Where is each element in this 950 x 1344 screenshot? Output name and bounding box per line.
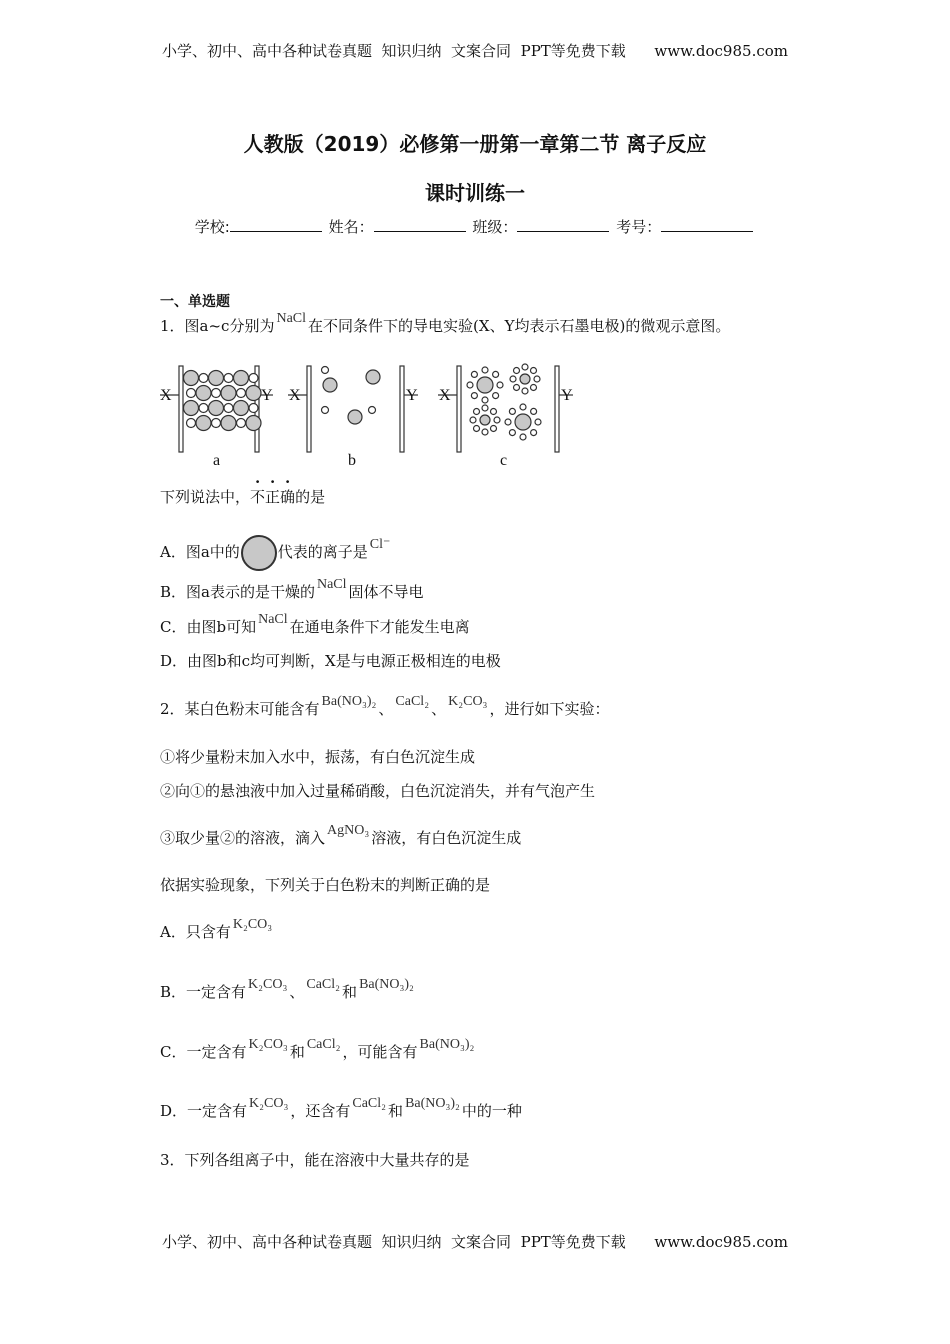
- chloride-ion: [221, 386, 236, 401]
- formula: K₂CO₃: [248, 977, 288, 992]
- text: 固体不导电: [348, 583, 424, 601]
- water-molecule: [520, 404, 526, 410]
- text-line: [160, 651, 501, 671]
- formula: Ba(NO₃)₂: [359, 977, 414, 992]
- emphasis-text: 正: [265, 488, 281, 506]
- chloride-ion: [221, 416, 236, 431]
- text: 和: [342, 983, 358, 1001]
- sodium-ion: [249, 374, 258, 383]
- electrode-y-a: Y: [261, 387, 273, 404]
- water-molecule: [494, 417, 500, 423]
- text: 、: [289, 983, 305, 1001]
- chloride-ion: [196, 386, 211, 401]
- chloride-ion: [196, 416, 211, 431]
- text-line: [160, 1150, 470, 1170]
- text-line: [160, 1037, 476, 1064]
- text-line: [160, 823, 522, 850]
- chloride-ion: [184, 371, 199, 386]
- water-molecule: [482, 429, 488, 435]
- hydrated-ion: [477, 377, 493, 393]
- formula: K₂CO₃: [232, 917, 273, 932]
- sodium-ion: [199, 374, 208, 383]
- water-molecule: [522, 364, 528, 370]
- page-footer: 小学、初中、高中各种试卷真题 知识归纳 文案合同 PPT等免费下载 www.doc985.com: [161, 1233, 788, 1251]
- text-line: [160, 612, 470, 639]
- text: A．只含有: [160, 923, 231, 941]
- water-molecule: [474, 409, 480, 415]
- water-molecule: [530, 368, 536, 374]
- panel-a: [160, 366, 273, 452]
- label-a: a: [213, 452, 221, 469]
- emphasis-text: 不: [250, 488, 266, 506]
- sodium-ion: [187, 389, 196, 398]
- text: 、: [431, 700, 447, 718]
- sodium-ion: [212, 419, 221, 428]
- text-line: [160, 487, 325, 507]
- text: 溶液，有白色沉淀生成: [371, 829, 522, 847]
- sodium-ion: [237, 389, 246, 398]
- text: ③取少量②的溶液，滴入: [160, 829, 326, 847]
- formula: CaCl₂: [352, 1096, 387, 1111]
- text-line: [160, 875, 490, 895]
- text: 在通电条件下才能发生电离: [289, 618, 470, 636]
- water-molecule: [535, 419, 541, 425]
- text: ①将少量粉末加入水中，振荡，有白色沉淀生成: [160, 748, 476, 766]
- text: 3．下列各组离子中，能在溶液中大量共存的是: [160, 1151, 470, 1169]
- text: 和: [289, 1043, 305, 1061]
- formula: Ba(NO₃)₂: [419, 1037, 475, 1052]
- sodium-ion: [224, 404, 233, 413]
- electrode-y-c: Y: [561, 387, 573, 404]
- text: 在不同条件下的导电实验(X、Y均表示石墨电极)的微观示意图。: [308, 317, 731, 335]
- text: A．图a中的: [160, 543, 240, 561]
- text-line: [160, 535, 392, 571]
- hydrated-ion: [515, 414, 531, 430]
- formula: NaCl: [316, 577, 347, 592]
- text: 、: [378, 700, 394, 718]
- text-line: [160, 977, 416, 1004]
- electrode-y-b: Y: [406, 387, 418, 404]
- chloride-ion: [246, 386, 261, 401]
- water-molecule: [474, 425, 480, 431]
- text-line: [160, 694, 610, 721]
- school-label: 学校:: [194, 218, 230, 236]
- text: 下列说法中，: [160, 488, 251, 506]
- sodium-ion: [249, 404, 258, 413]
- formula: K₂CO₃: [248, 1037, 288, 1052]
- panel-c: [438, 364, 573, 452]
- electrode-x-a: X: [160, 387, 172, 404]
- panel-b: [288, 366, 418, 452]
- water-molecule: [522, 388, 528, 394]
- text: 依据实验现象，下列关于白色粉末的判断正确的是: [160, 876, 491, 894]
- class-blank[interactable]: [517, 217, 609, 232]
- water-molecule: [534, 376, 540, 382]
- water-molecule: [520, 434, 526, 440]
- text: 和: [388, 1102, 404, 1120]
- exam-number-blank[interactable]: [661, 217, 753, 232]
- formula: K₂CO₃: [249, 1096, 289, 1111]
- water-molecule: [490, 409, 496, 415]
- water-molecule: [470, 417, 476, 423]
- formula: Ba(NO₃)₂: [321, 694, 377, 709]
- formula: Ba(NO₃)₂: [405, 1096, 460, 1111]
- text: C．一定含有: [160, 1043, 247, 1061]
- water-molecule: [514, 384, 520, 390]
- water-molecule: [505, 419, 511, 425]
- formula: K₂CO₃: [448, 694, 488, 709]
- chloride-ion: [246, 416, 261, 431]
- water-molecule: [509, 408, 515, 414]
- text: ，可能含有: [342, 1043, 418, 1061]
- text-line: [160, 917, 274, 944]
- chloride-ion: [184, 401, 199, 416]
- text: ，进行如下实验：: [489, 700, 610, 718]
- exam-number-label: 考号：: [616, 218, 662, 236]
- formula: Cl⁻: [369, 537, 391, 552]
- text-line: [160, 781, 595, 801]
- water-molecule: [482, 397, 488, 403]
- water-molecule: [493, 393, 499, 399]
- label-b: b: [348, 452, 356, 469]
- chloride-ion: [209, 401, 224, 416]
- sodium-ion: [212, 389, 221, 398]
- name-label: 姓名：: [328, 218, 374, 236]
- water-molecule: [482, 367, 488, 373]
- text: 2．某白色粉末可能含有: [160, 700, 320, 718]
- text: C．由图b可知: [160, 618, 257, 636]
- formula: CaCl₂: [395, 694, 430, 709]
- water-molecule: [509, 430, 515, 436]
- chloride-ion: [234, 371, 249, 386]
- water-molecule: [497, 382, 503, 388]
- text: B．图a表示的是干燥的: [160, 583, 315, 601]
- formula: CaCl₂: [306, 1037, 341, 1052]
- label-c: c: [500, 452, 508, 469]
- text: 中的一种: [461, 1102, 522, 1120]
- class-label: 班级：: [472, 218, 518, 236]
- large-ion-circle-icon: [241, 535, 277, 571]
- text: B．一定含有: [160, 983, 247, 1001]
- water-molecule: [531, 408, 537, 414]
- formula: NaCl: [258, 612, 288, 627]
- water-molecule: [530, 384, 536, 390]
- water-molecule: [471, 393, 477, 399]
- text: 代表的离子是: [277, 543, 368, 561]
- page-header: 小学、初中、高中各种试卷真题 知识归纳 文案合同 PPT等免费下载 www.doc985.com: [161, 42, 788, 60]
- page-subtitle: 课时训练一: [425, 181, 525, 205]
- water-molecule: [531, 430, 537, 436]
- page-title: 人教版（2019）必修第一册第一章第二节 离子反应: [243, 132, 707, 156]
- formula: CaCl₂: [306, 977, 341, 992]
- text-line: [160, 577, 424, 604]
- text: 的是: [295, 488, 326, 506]
- text-line: [160, 1096, 522, 1123]
- sodium-ion: [199, 404, 208, 413]
- formula: NaCl: [276, 311, 307, 326]
- text: 1．图a~c分别为: [160, 317, 275, 335]
- text-line: [160, 747, 475, 767]
- text: ②向①的悬浊液中加入过量稀硝酸，白色沉淀消失，并有气泡产生: [160, 782, 596, 800]
- text: D．由图b和c均可判断，X是与电源正极相连的电极: [160, 652, 501, 670]
- text: D．一定含有: [160, 1102, 248, 1120]
- emphasis-text: 确: [280, 488, 296, 506]
- water-molecule: [471, 371, 477, 377]
- chloride-ion: [234, 401, 249, 416]
- electrode-x-c: X: [439, 387, 451, 404]
- student-info-fields: [0, 216, 950, 237]
- school-blank[interactable]: [230, 217, 322, 232]
- water-molecule: [493, 371, 499, 377]
- water-molecule: [490, 425, 496, 431]
- name-blank[interactable]: [374, 217, 466, 232]
- sodium-ion: [237, 419, 246, 428]
- sodium-ion: [224, 374, 233, 383]
- nacl-conduction-figure: [155, 350, 595, 475]
- section-heading: 一、单选题: [160, 294, 230, 310]
- text-line: [160, 311, 731, 338]
- water-molecule: [514, 368, 520, 374]
- hydrated-ion: [520, 374, 530, 384]
- water-molecule: [510, 376, 516, 382]
- chloride-ion: [209, 371, 224, 386]
- formula: AgNO₃: [327, 823, 370, 838]
- text: ，还含有: [290, 1102, 351, 1120]
- sodium-ion: [187, 419, 196, 428]
- electrode-x-b: X: [289, 387, 301, 404]
- hydrated-ion: [480, 415, 490, 425]
- water-molecule: [482, 405, 488, 411]
- water-molecule: [467, 382, 473, 388]
